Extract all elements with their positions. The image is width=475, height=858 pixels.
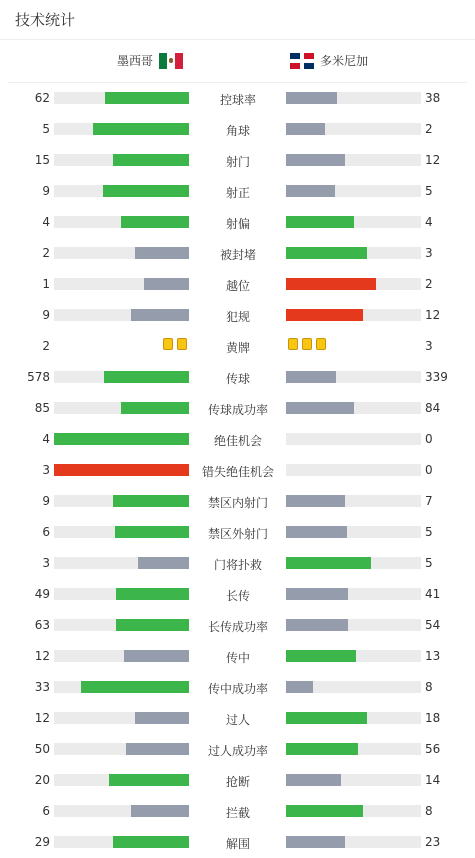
away-value: 8 bbox=[425, 804, 433, 818]
away-bar-track bbox=[286, 743, 421, 755]
away-bar-track bbox=[286, 774, 421, 786]
stat-row bbox=[0, 393, 475, 424]
away-bar-track bbox=[286, 123, 421, 135]
stat-row bbox=[0, 486, 475, 517]
away-bar-fill bbox=[286, 123, 325, 135]
home-bar-fill bbox=[105, 92, 189, 104]
yellow-card-icon bbox=[177, 338, 187, 350]
home-value: 63 bbox=[34, 618, 50, 632]
home-value: 85 bbox=[34, 401, 50, 415]
home-bar-fill bbox=[121, 402, 189, 414]
stat-row bbox=[0, 114, 475, 145]
away-bar-track bbox=[286, 495, 421, 507]
home-bar-fill bbox=[113, 836, 189, 848]
home-bar-track bbox=[54, 92, 189, 104]
stat-label: 被封堵 bbox=[219, 248, 256, 262]
away-bar-track bbox=[286, 588, 421, 600]
away-bar-track bbox=[286, 402, 421, 414]
away-team-name: 多米尼加 bbox=[320, 54, 369, 68]
home-value: 29 bbox=[34, 835, 50, 849]
away-bar-fill bbox=[286, 371, 336, 383]
stat-label: 长传 bbox=[225, 589, 250, 603]
stat-label: 黄牌 bbox=[225, 341, 250, 355]
home-bar-fill bbox=[135, 712, 189, 724]
away-bar-fill bbox=[286, 619, 348, 631]
home-value: 33 bbox=[34, 680, 50, 694]
away-bar-fill bbox=[286, 495, 345, 507]
stat-label: 禁区内射门 bbox=[207, 496, 268, 510]
away-bar-fill bbox=[286, 557, 371, 569]
home-bar-fill bbox=[103, 185, 189, 197]
away-team bbox=[290, 52, 368, 69]
home-value: 9 bbox=[42, 184, 50, 198]
away-bar-track bbox=[286, 681, 421, 693]
away-bar-track bbox=[286, 216, 421, 228]
away-bar-track bbox=[286, 185, 421, 197]
home-value: 9 bbox=[42, 494, 50, 508]
home-value: 20 bbox=[34, 773, 50, 787]
away-value: 7 bbox=[425, 494, 433, 508]
stat-row bbox=[0, 703, 475, 734]
away-bar-track bbox=[286, 154, 421, 166]
yellow-card-icon bbox=[163, 338, 173, 350]
away-value: 3 bbox=[425, 339, 433, 353]
stat-label: 过人 bbox=[225, 713, 250, 727]
away-bar-fill bbox=[286, 805, 363, 817]
away-bar-fill bbox=[286, 743, 358, 755]
home-value: 6 bbox=[42, 804, 50, 818]
away-bar-fill bbox=[286, 712, 367, 724]
away-bar-fill bbox=[286, 681, 313, 693]
stat-label: 角球 bbox=[225, 124, 250, 138]
away-value: 8 bbox=[425, 680, 433, 694]
home-bar-fill bbox=[131, 309, 189, 321]
stat-label: 错失绝佳机会 bbox=[201, 465, 274, 479]
away-bar-fill bbox=[286, 216, 354, 228]
stat-row bbox=[0, 672, 475, 703]
home-bar-track bbox=[54, 123, 189, 135]
away-bar-track bbox=[286, 557, 421, 569]
home-value: 4 bbox=[42, 215, 50, 229]
away-value: 14 bbox=[425, 773, 441, 787]
away-bar-fill bbox=[286, 526, 347, 538]
home-value: 578 bbox=[27, 370, 50, 384]
away-bar-track bbox=[286, 526, 421, 538]
stat-label: 传中成功率 bbox=[207, 682, 268, 696]
home-bar-track bbox=[54, 216, 189, 228]
stat-label: 越位 bbox=[225, 279, 250, 293]
stat-label: 绝佳机会 bbox=[213, 434, 262, 448]
home-bar-track bbox=[54, 247, 189, 259]
home-bar-fill bbox=[104, 371, 189, 383]
home-bar-track bbox=[54, 402, 189, 414]
home-value: 6 bbox=[42, 525, 50, 539]
stat-label: 长传成功率 bbox=[207, 620, 268, 634]
home-bar-fill bbox=[138, 557, 189, 569]
stat-label: 过人成功率 bbox=[207, 744, 268, 758]
home-bar-track bbox=[54, 588, 189, 600]
away-bar-track bbox=[286, 92, 421, 104]
away-value: 13 bbox=[425, 649, 441, 663]
away-bar-track bbox=[286, 619, 421, 631]
away-value: 5 bbox=[425, 184, 433, 198]
stat-label: 传球 bbox=[225, 372, 250, 386]
away-bar-fill bbox=[286, 154, 345, 166]
home-bar-fill bbox=[115, 526, 189, 538]
stat-row bbox=[0, 176, 475, 207]
home-team-name: 墨西哥 bbox=[116, 54, 153, 68]
stat-row bbox=[0, 455, 475, 486]
away-value: 2 bbox=[425, 277, 433, 291]
stat-label: 禁区外射门 bbox=[207, 527, 268, 541]
home-bar-track bbox=[54, 743, 189, 755]
stat-row bbox=[0, 300, 475, 331]
home-value: 3 bbox=[42, 556, 50, 570]
stat-row bbox=[0, 765, 475, 796]
stat-row bbox=[0, 238, 475, 269]
home-value: 50 bbox=[34, 742, 50, 756]
stat-row bbox=[0, 579, 475, 610]
stat-row bbox=[0, 424, 475, 455]
away-bar-track bbox=[286, 650, 421, 662]
home-bar-fill bbox=[93, 123, 189, 135]
home-value: 9 bbox=[42, 308, 50, 322]
away-value: 56 bbox=[425, 742, 441, 756]
away-value: 18 bbox=[425, 711, 441, 725]
away-bar-fill bbox=[286, 774, 341, 786]
away-value: 5 bbox=[425, 556, 433, 570]
away-value: 5 bbox=[425, 525, 433, 539]
home-bar-fill bbox=[126, 743, 189, 755]
home-bar-track bbox=[54, 154, 189, 166]
stat-row bbox=[0, 734, 475, 765]
stat-label: 射正 bbox=[225, 186, 250, 200]
home-bar-fill bbox=[81, 681, 189, 693]
stat-label: 犯规 bbox=[225, 310, 250, 324]
stat-row bbox=[0, 610, 475, 641]
home-team bbox=[117, 52, 183, 69]
away-value: 3 bbox=[425, 246, 433, 260]
stat-row bbox=[0, 331, 475, 362]
stat-label: 拦截 bbox=[225, 806, 250, 820]
home-bar-track bbox=[54, 681, 189, 693]
away-bar-track bbox=[286, 433, 421, 445]
away-value: 54 bbox=[425, 618, 441, 632]
home-bar-fill bbox=[113, 154, 189, 166]
stat-label: 门将扑救 bbox=[213, 558, 262, 572]
home-value: 3 bbox=[42, 463, 50, 477]
home-bar-fill bbox=[54, 464, 189, 476]
away-bar-fill bbox=[286, 92, 337, 104]
home-bar-track bbox=[54, 712, 189, 724]
away-value: 0 bbox=[425, 463, 433, 477]
home-bar-track bbox=[54, 464, 189, 476]
away-bar-fill bbox=[286, 650, 356, 662]
stat-row bbox=[0, 641, 475, 672]
stat-label: 传中 bbox=[225, 651, 250, 665]
stat-row bbox=[0, 83, 475, 114]
away-bar-track bbox=[286, 712, 421, 724]
away-value: 2 bbox=[425, 122, 433, 136]
stat-row bbox=[0, 207, 475, 238]
home-bar-fill bbox=[116, 619, 189, 631]
home-bar-track bbox=[54, 278, 189, 290]
home-value: 1 bbox=[42, 277, 50, 291]
home-value: 12 bbox=[34, 711, 50, 725]
home-bar-fill bbox=[109, 774, 189, 786]
home-bar-track bbox=[54, 495, 189, 507]
yellow-card-icon bbox=[288, 338, 298, 350]
away-bar-track bbox=[286, 805, 421, 817]
away-bar-fill bbox=[286, 247, 367, 259]
away-value: 12 bbox=[425, 308, 441, 322]
home-value: 49 bbox=[34, 587, 50, 601]
home-bar-track bbox=[54, 650, 189, 662]
away-value: 41 bbox=[425, 587, 441, 601]
home-value: 5 bbox=[42, 122, 50, 136]
away-value: 12 bbox=[425, 153, 441, 167]
stat-label: 控球率 bbox=[219, 93, 256, 107]
home-value: 15 bbox=[34, 153, 50, 167]
home-bar-track bbox=[54, 526, 189, 538]
away-value: 0 bbox=[425, 432, 433, 446]
away-bar-fill bbox=[286, 185, 335, 197]
stat-label: 传球成功率 bbox=[207, 403, 268, 417]
stat-row bbox=[0, 548, 475, 579]
section-header bbox=[0, 0, 475, 40]
home-bar-track bbox=[54, 774, 189, 786]
stat-row bbox=[0, 362, 475, 393]
away-bar-fill bbox=[286, 278, 376, 290]
away-bar-track bbox=[286, 247, 421, 259]
stat-row bbox=[0, 517, 475, 548]
home-bar-track bbox=[54, 371, 189, 383]
away-bar-track bbox=[286, 836, 421, 848]
away-value: 84 bbox=[425, 401, 441, 415]
yellow-card-icon bbox=[316, 338, 326, 350]
section-title: 技术统计 bbox=[15, 11, 76, 29]
home-bar-track bbox=[54, 309, 189, 321]
away-bar-track bbox=[286, 371, 421, 383]
home-value: 12 bbox=[34, 649, 50, 663]
home-bar-track bbox=[54, 557, 189, 569]
home-bar-fill bbox=[144, 278, 189, 290]
team-header bbox=[8, 40, 467, 83]
home-bar-fill bbox=[121, 216, 189, 228]
home-value: 62 bbox=[34, 91, 50, 105]
home-value: 2 bbox=[42, 246, 50, 260]
away-bar-track bbox=[286, 309, 421, 321]
away-yellow-cards bbox=[286, 338, 328, 352]
mexico-flag-icon bbox=[159, 53, 183, 69]
home-bar-fill bbox=[135, 247, 189, 259]
home-bar-track bbox=[54, 619, 189, 631]
stats-list bbox=[0, 83, 475, 858]
stat-label: 解围 bbox=[225, 837, 250, 851]
home-bar-fill bbox=[116, 588, 189, 600]
stat-label: 射门 bbox=[225, 155, 250, 169]
home-bar-fill bbox=[124, 650, 189, 662]
stat-row bbox=[0, 145, 475, 176]
home-bar-fill bbox=[131, 805, 189, 817]
yellow-card-icon bbox=[302, 338, 312, 350]
home-bar-fill bbox=[54, 433, 189, 445]
home-value: 2 bbox=[42, 339, 50, 353]
stat-row bbox=[0, 269, 475, 300]
away-bar-fill bbox=[286, 402, 354, 414]
home-value: 4 bbox=[42, 432, 50, 446]
away-bar-fill bbox=[286, 836, 345, 848]
away-value: 38 bbox=[425, 91, 441, 105]
home-bar-track bbox=[54, 836, 189, 848]
home-bar-track bbox=[54, 805, 189, 817]
away-bar-fill bbox=[286, 309, 363, 321]
stat-label: 抢断 bbox=[225, 775, 250, 789]
stat-row bbox=[0, 796, 475, 827]
away-bar-track bbox=[286, 278, 421, 290]
dominican-republic-flag-icon bbox=[290, 53, 314, 69]
stat-label: 射偏 bbox=[225, 217, 250, 231]
home-bar-track bbox=[54, 433, 189, 445]
home-yellow-cards bbox=[161, 338, 189, 352]
home-bar-track bbox=[54, 185, 189, 197]
away-value: 339 bbox=[425, 370, 448, 384]
away-value: 4 bbox=[425, 215, 433, 229]
home-bar-fill bbox=[113, 495, 189, 507]
away-value: 23 bbox=[425, 835, 441, 849]
stat-row bbox=[0, 827, 475, 858]
away-bar-fill bbox=[286, 588, 348, 600]
away-bar-track bbox=[286, 464, 421, 476]
